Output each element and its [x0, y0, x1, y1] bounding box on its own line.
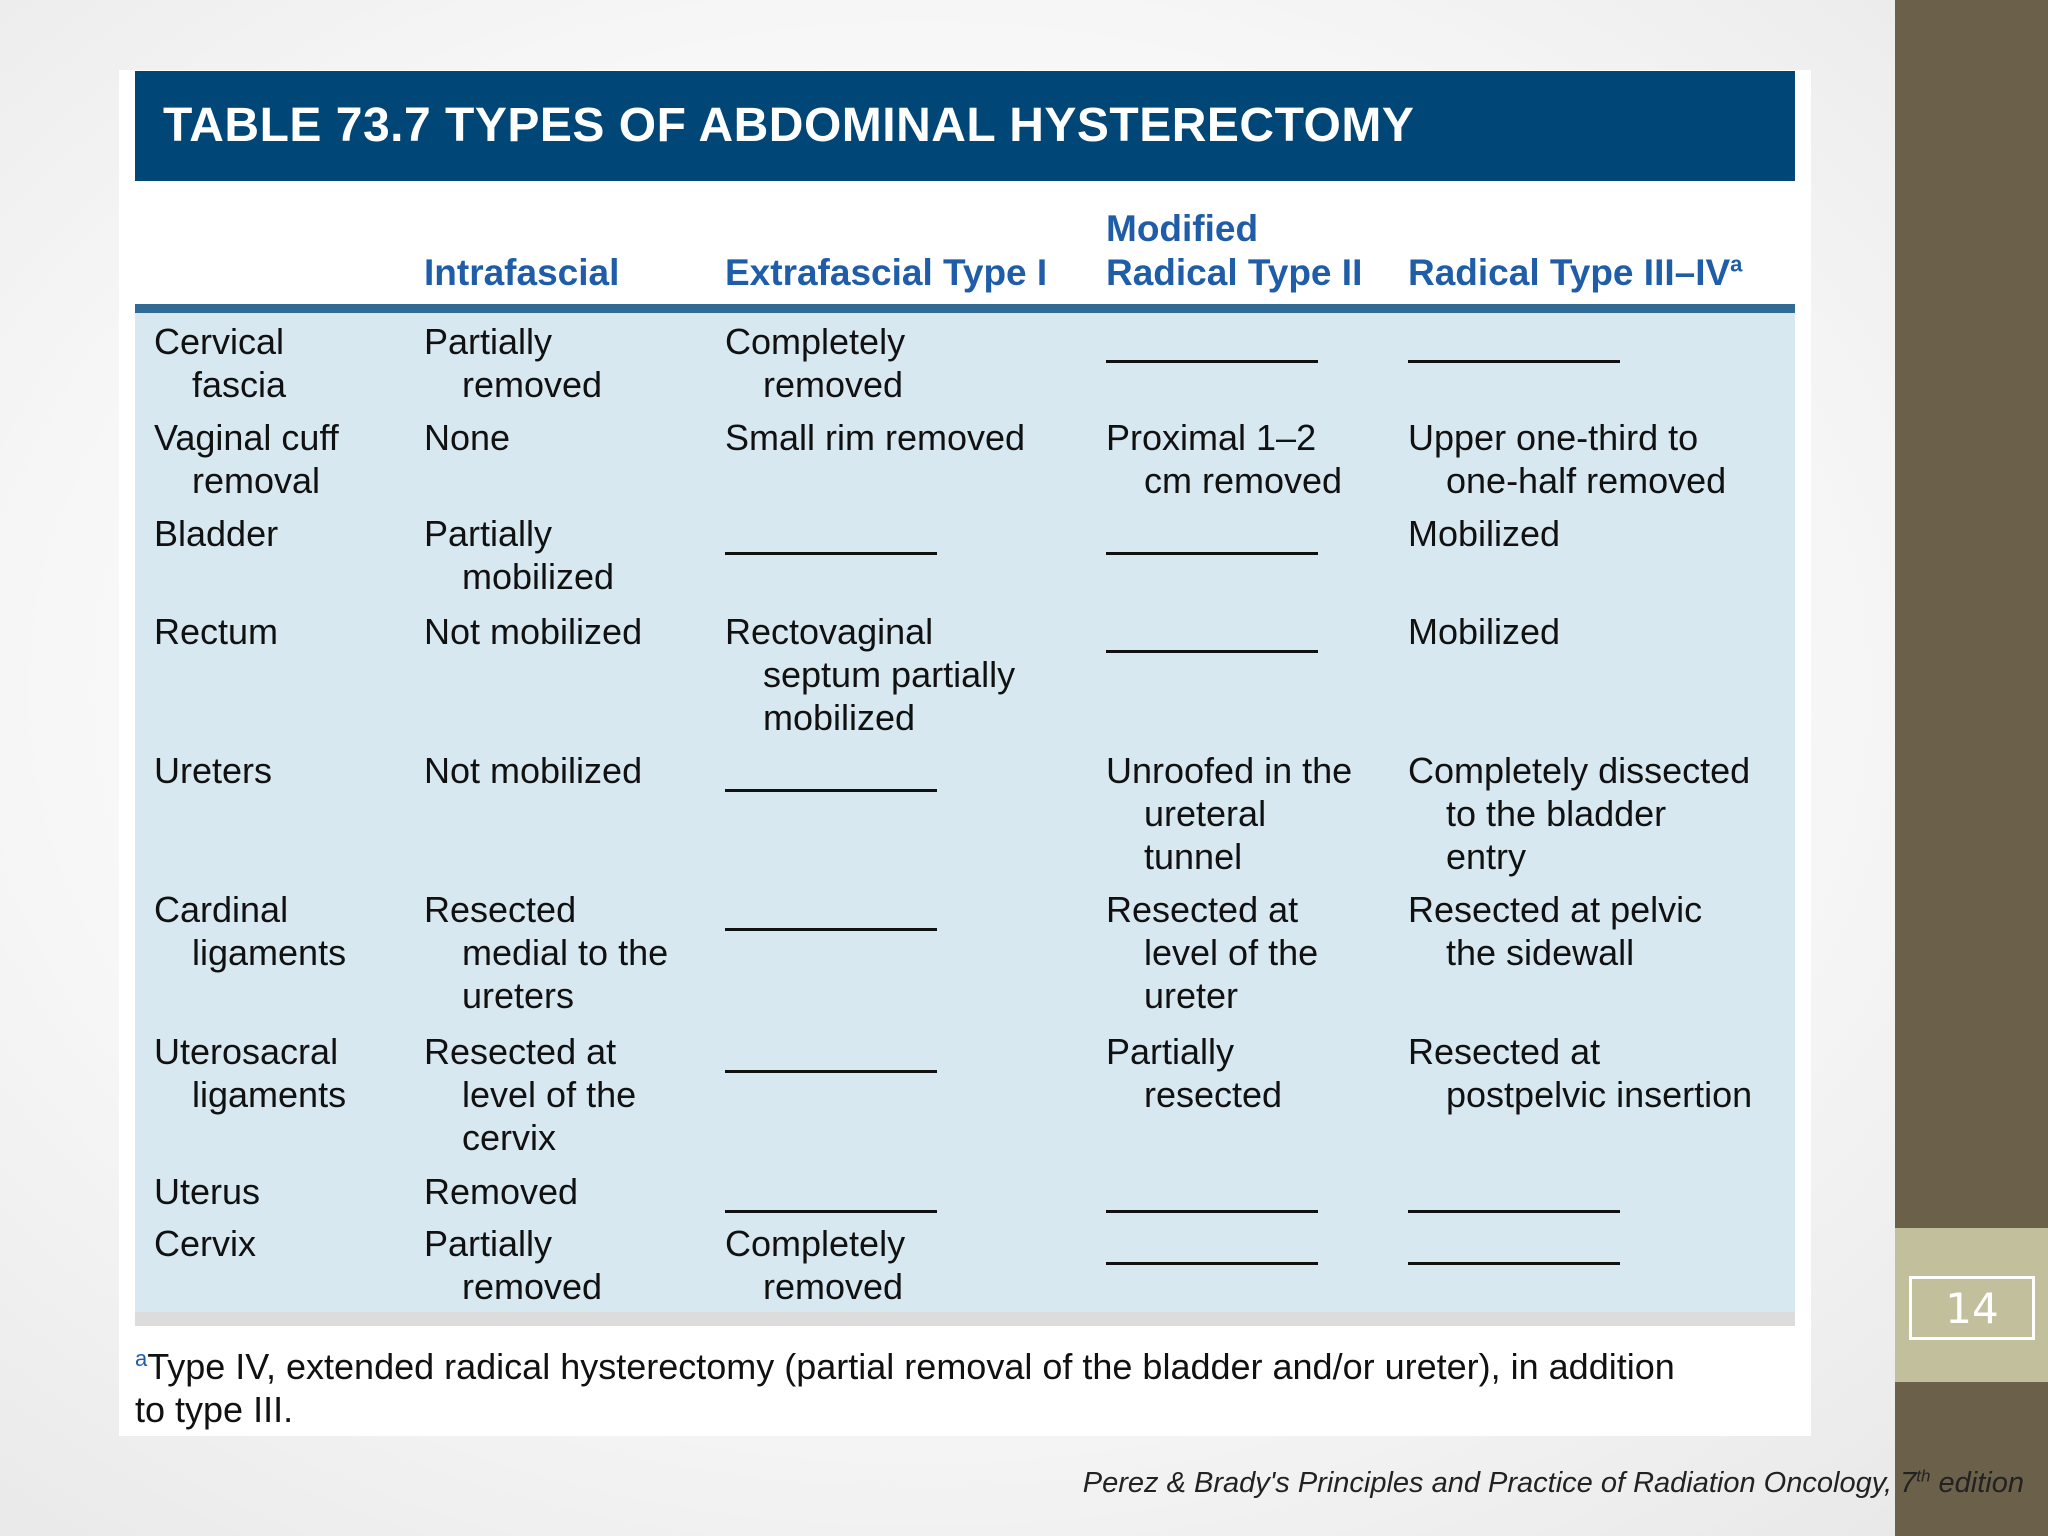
cell-line: ureters	[462, 975, 575, 1016]
cell-line: Bladder	[154, 513, 279, 554]
footnote-line-1	[135, 1345, 1795, 1388]
table-cell-extrafascial	[725, 610, 1015, 739]
table-bottom-rule	[135, 1312, 1795, 1326]
cell-line: level of the	[462, 1074, 637, 1115]
table-cell-intrafascial	[424, 512, 614, 598]
cell-line: Not mobilized	[424, 611, 643, 652]
cell-line: Removed	[424, 1171, 579, 1212]
table-cell-feature	[154, 416, 339, 502]
footnote-marker: a	[135, 1346, 148, 1371]
cell-line: mobilized	[763, 697, 916, 738]
cell-line: Cervix	[154, 1223, 257, 1264]
cell-line: Rectum	[154, 611, 279, 652]
table-title: TABLE 73.7 TYPES OF ABDOMINAL HYSTERECTOMY	[135, 71, 1795, 181]
cell-line: removed	[763, 364, 904, 405]
citation-text: Perez & Brady's Principles and Practice of Radiation Oncology, 7	[1082, 1467, 1917, 1499]
cell-line: Resected	[424, 889, 577, 930]
citation	[1083, 1467, 2024, 1500]
empty-cell-line	[1106, 1262, 1318, 1265]
table-cell-extrafascial	[725, 1222, 905, 1308]
table-cell-intrafascial	[424, 1222, 602, 1308]
empty-cell-line	[725, 789, 937, 792]
table-cell-feature	[154, 1170, 260, 1213]
empty-cell-line	[725, 928, 937, 931]
table-cell-feature	[154, 1222, 256, 1265]
header-intrafascial-label: Intrafascial	[424, 252, 620, 293]
cell-line: Mobilized	[1408, 611, 1561, 652]
cell-line: septum partially	[763, 654, 1016, 695]
table-cell-extrafascial	[725, 320, 905, 406]
cell-line: medial to the	[462, 932, 669, 973]
table-cell-feature	[154, 1030, 346, 1116]
citation-suffix: edition	[1930, 1467, 2024, 1499]
cell-line: Unroofed in the	[1106, 750, 1353, 791]
empty-cell-line	[1408, 1262, 1620, 1265]
table-cell-modified	[1106, 888, 1318, 1017]
cell-line: Not mobilized	[424, 750, 643, 791]
cell-line: one-half removed	[1446, 460, 1727, 501]
citation-superscript: th	[1916, 1466, 1931, 1486]
cell-line: removed	[462, 364, 603, 405]
table-cell-radical	[1408, 888, 1702, 974]
cell-line: resected	[1144, 1074, 1283, 1115]
header-modified-radical	[1106, 195, 1362, 295]
cell-line: Resected at	[1106, 889, 1299, 930]
cell-line: Small rim removed	[725, 417, 1026, 458]
cell-line: Proximal 1–2	[1106, 417, 1317, 458]
header-radical-text	[1408, 251, 1742, 295]
cell-line: tunnel	[1144, 836, 1243, 877]
cell-line: removed	[462, 1266, 603, 1307]
table-cell-modified	[1106, 749, 1352, 878]
header-modified-line2: Radical Type II	[1106, 252, 1363, 293]
table-cell-radical	[1408, 1030, 1752, 1116]
cell-line: Mobilized	[1408, 513, 1561, 554]
cell-line: Uterosacral	[154, 1031, 339, 1072]
table-cell-intrafascial	[424, 1170, 578, 1213]
cell-line: Upper one-third to	[1408, 417, 1699, 458]
cell-line: Partially	[424, 321, 553, 362]
cell-line: Partially	[424, 1223, 553, 1264]
cell-line: Partially	[1106, 1031, 1235, 1072]
cell-line: Partially	[424, 513, 553, 554]
footnote-text-1: Type IV, extended radical hysterectomy (partial removal of the bladder and/or ureter), in addition	[147, 1346, 1675, 1387]
empty-cell-line	[1106, 650, 1318, 653]
cell-line: ureter	[1144, 975, 1239, 1016]
empty-cell-line	[1408, 1210, 1620, 1213]
cell-line: Cervical	[154, 321, 285, 362]
cell-line: Ureters	[154, 750, 273, 791]
cell-line: Uterus	[154, 1171, 261, 1212]
table-cell-feature	[154, 320, 286, 406]
table-cell-radical	[1408, 416, 1726, 502]
cell-line: Resected at	[424, 1031, 617, 1072]
cell-line: Vaginal cuff	[154, 417, 339, 458]
cell-line: Resected at pelvic	[1408, 889, 1703, 930]
empty-cell-line	[1106, 552, 1318, 555]
empty-cell-line	[725, 552, 937, 555]
table-cell-intrafascial	[424, 610, 642, 653]
cell-line: removed	[763, 1266, 904, 1307]
table-cell-radical	[1408, 749, 1750, 878]
table-cell-intrafascial	[424, 416, 510, 459]
header-radical	[1408, 195, 1742, 295]
cell-line: Cardinal	[154, 889, 289, 930]
header-radical-label: Radical Type III–IV	[1408, 252, 1731, 293]
cell-line: Completely dissected	[1408, 750, 1751, 791]
table-cell-feature	[154, 610, 278, 653]
header-modified-line1: Modified	[1106, 208, 1259, 249]
empty-cell-line	[1106, 1210, 1318, 1213]
table-cell-intrafascial	[424, 1030, 636, 1159]
cell-line: cervix	[462, 1117, 557, 1158]
empty-cell-line	[1106, 360, 1318, 363]
cell-line: None	[424, 417, 511, 458]
table-cell-radical	[1408, 610, 1560, 653]
cell-line: fascia	[192, 364, 287, 405]
cell-line: Resected at	[1408, 1031, 1601, 1072]
table-cell-modified	[1106, 416, 1342, 502]
table-cell-radical	[1408, 512, 1560, 555]
cell-line: Completely	[725, 321, 906, 362]
cell-line: Completely	[725, 1223, 906, 1264]
table-cell-intrafascial	[424, 320, 602, 406]
cell-line: level of the	[1144, 932, 1319, 973]
slide-number: 14	[1909, 1276, 2035, 1340]
empty-cell-line	[725, 1210, 937, 1213]
header-rule	[135, 304, 1795, 313]
cell-line: the sidewall	[1446, 932, 1635, 973]
footnote-text-2: to type III.	[135, 1389, 294, 1430]
header-radical-marker: a	[1730, 251, 1743, 277]
cell-line: mobilized	[462, 556, 615, 597]
footnote	[135, 1345, 1795, 1431]
empty-cell-line	[725, 1070, 937, 1073]
table-cell-feature	[154, 512, 278, 555]
empty-cell-line	[1408, 360, 1620, 363]
cell-line: cm removed	[1144, 460, 1343, 501]
cell-line: ligaments	[192, 932, 347, 973]
table-cell-feature	[154, 888, 346, 974]
table-cell-intrafascial	[424, 888, 668, 1017]
table-cell-extrafascial	[725, 416, 1025, 459]
header-extrafascial-label: Extrafascial Type I	[725, 252, 1048, 293]
cell-line: ligaments	[192, 1074, 347, 1115]
cell-line: ureteral	[1144, 793, 1267, 834]
cell-line: removal	[192, 460, 321, 501]
cell-line: entry	[1446, 836, 1527, 877]
cell-line: postpelvic insertion	[1446, 1074, 1753, 1115]
table-cell-modified	[1106, 1030, 1282, 1116]
table-cell-feature	[154, 749, 272, 792]
header-extrafascial	[725, 195, 1047, 295]
header-intrafascial	[424, 195, 619, 295]
cell-line: to the bladder	[1446, 793, 1667, 834]
cell-line: Rectovaginal	[725, 611, 934, 652]
table-cell-intrafascial	[424, 749, 642, 792]
